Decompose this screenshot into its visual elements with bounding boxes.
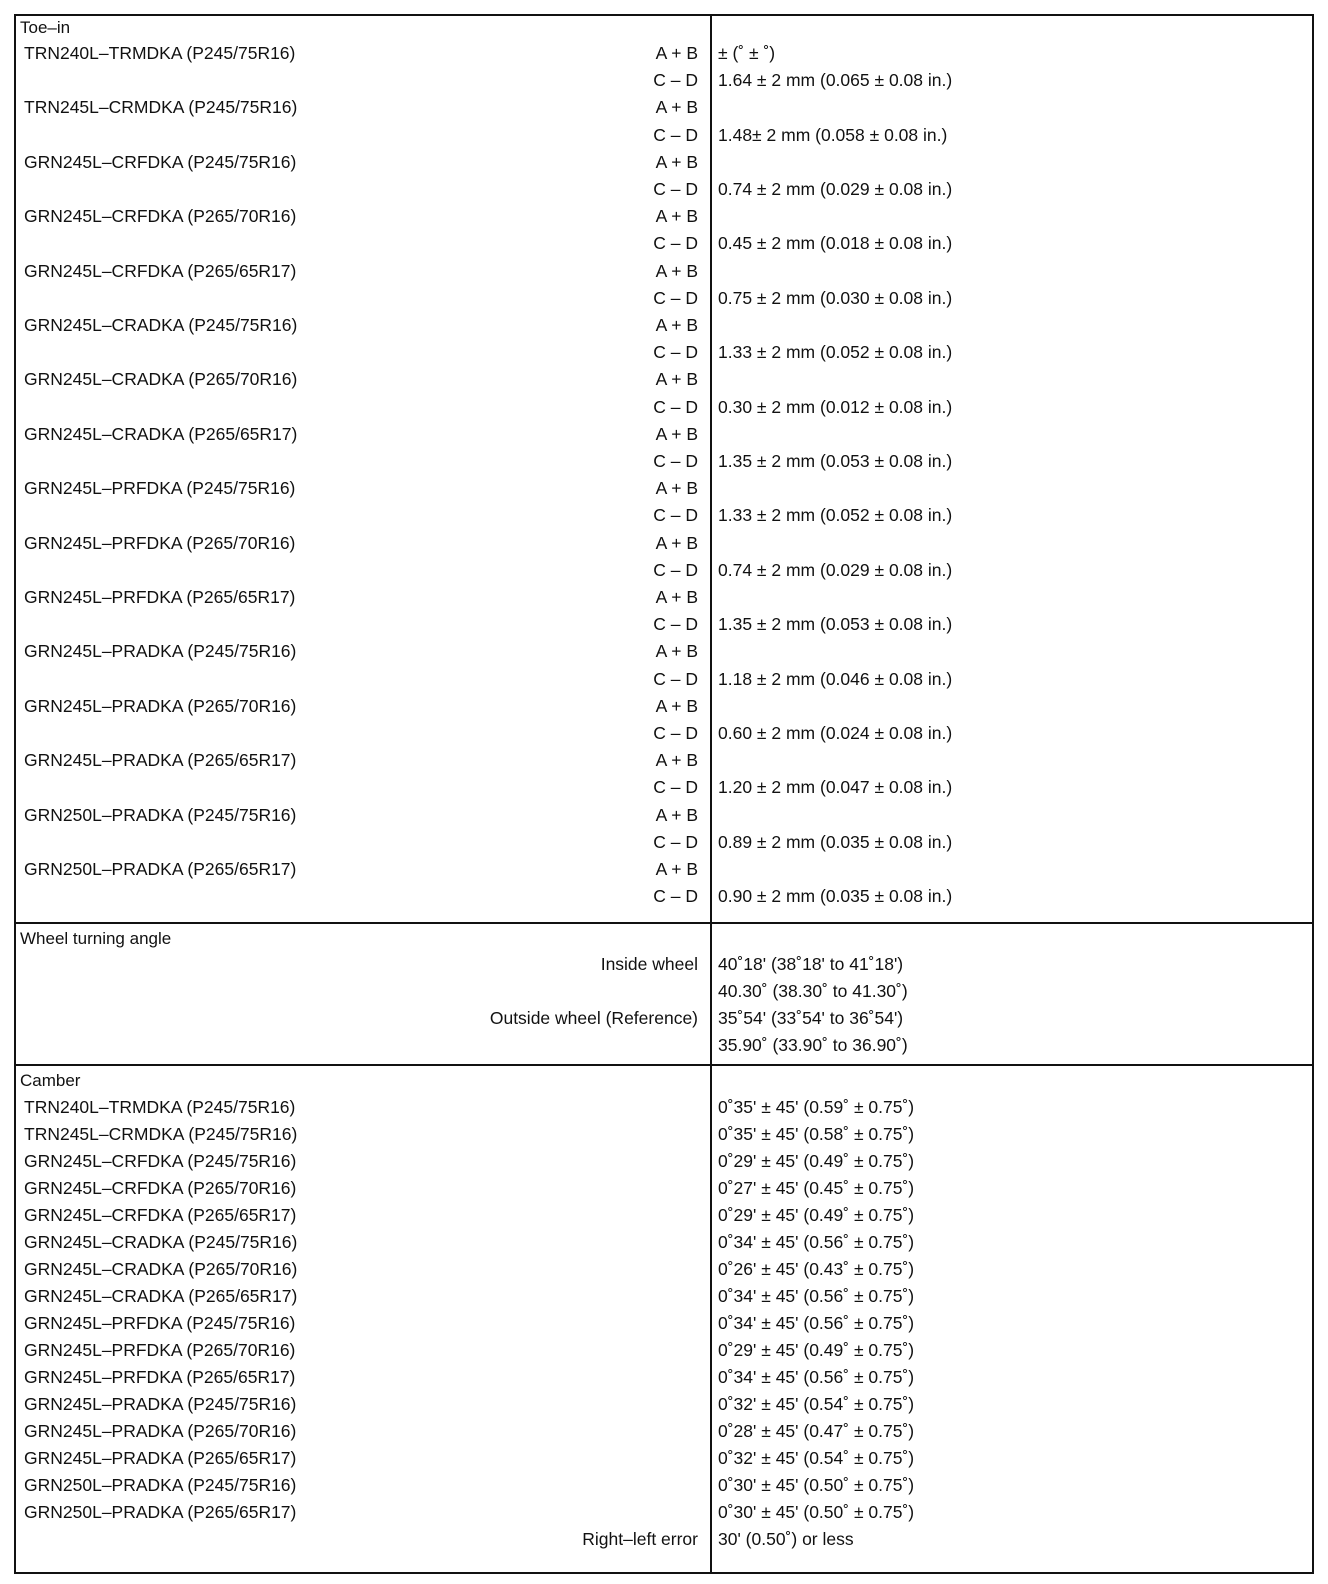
model-name: GRN245L–CRADKA (P265/70R16) [24, 1259, 298, 1279]
model-name: GRN245L–CRADKA (P265/65R17) [24, 423, 298, 444]
model-name: GRN245L–CRFDKA (P265/70R16) [24, 1178, 297, 1198]
angle-value: 35.90˚ (33.90˚ to 36.90˚) [718, 1035, 908, 1055]
toe-in-row [16, 611, 1312, 638]
camber-value: 0˚28' ± 45' (0.47˚ ± 0.75˚) [718, 1421, 915, 1441]
model-name: GRN245L–PRFDKA (P265/65R17) [24, 587, 296, 607]
toe-in-row [16, 203, 1312, 230]
toe-in-row [16, 693, 1312, 720]
toe-value: 1.35 ± 2 mm (0.053 ± 0.08 in.) [718, 614, 953, 635]
measure-label: A + B [655, 315, 698, 335]
measure-label: C – D [653, 723, 698, 743]
toe-in-row [16, 94, 1312, 121]
measure-label: A + B [655, 859, 698, 879]
toe-value: 0.74 ± 2 mm (0.029 ± 0.08 in.) [718, 559, 953, 580]
measure-label: C – D [653, 614, 698, 635]
camber-value: 0˚32' ± 45' (0.54˚ ± 0.75˚) [718, 1448, 915, 1468]
camber-value: 0˚35' ± 45' (0.59˚ ± 0.75˚) [718, 1097, 915, 1117]
model-name: TRN245L–CRMDKA (P245/75R16) [24, 97, 298, 118]
camber-section [16, 1066, 1312, 1572]
model-name: GRN245L–PRADKA (P265/65R17) [24, 1448, 297, 1468]
toe-in-row [16, 856, 1312, 883]
camber-row [16, 1364, 1312, 1391]
measure-label: A + B [655, 423, 698, 444]
measure-label: C – D [653, 777, 698, 798]
measure-label: C – D [653, 70, 698, 91]
measure-label: C – D [653, 559, 698, 580]
wheel-label: Inside wheel [600, 954, 698, 974]
right-left-error-row [16, 1526, 1312, 1553]
model-name: GRN250L–PRADKA (P265/65R17) [24, 1502, 297, 1522]
measure-label: C – D [653, 396, 698, 417]
wheel-turning-section [16, 924, 1312, 1064]
toe-value: 0.89 ± 2 mm (0.035 ± 0.08 in.) [718, 831, 953, 852]
toe-in-row [16, 802, 1312, 829]
measure-label: A + B [655, 478, 698, 499]
toe-in-section [16, 16, 1312, 922]
toe-in-row [16, 67, 1312, 94]
wheel-label: Outside wheel (Reference) [489, 1008, 698, 1028]
camber-value: 0˚34' ± 45' (0.56˚ ± 0.75˚) [718, 1286, 915, 1306]
measure-label: A + B [655, 260, 698, 281]
toe-value: 0.30 ± 2 mm (0.012 ± 0.08 in.) [718, 396, 953, 417]
toe-in-row [16, 448, 1312, 475]
error-value: 30' (0.50˚) or less [718, 1529, 854, 1549]
model-name: GRN245L–CRADKA (P265/70R16) [24, 369, 298, 390]
measure-label: C – D [653, 831, 698, 852]
toe-value: ± (˚ ± ˚) [718, 43, 776, 63]
camber-value: 0˚32' ± 45' (0.54˚ ± 0.75˚) [718, 1394, 915, 1414]
model-name: GRN250L–PRADKA (P245/75R16) [24, 804, 297, 825]
toe-in-row [16, 502, 1312, 529]
measure-label: A + B [655, 532, 698, 553]
toe-value: 0.45 ± 2 mm (0.018 ± 0.08 in.) [718, 233, 953, 254]
toe-in-row [16, 285, 1312, 312]
camber-row [16, 1202, 1312, 1229]
spec-table [14, 14, 1314, 1574]
measure-label: C – D [653, 668, 698, 689]
wheel-turning-row [16, 1005, 1312, 1032]
toe-in-row [16, 421, 1312, 448]
model-name: GRN245L–CRADKA (P245/75R16) [24, 1232, 298, 1252]
toe-in-row [16, 258, 1312, 285]
toe-in-row [16, 122, 1312, 149]
measure-label: C – D [653, 124, 698, 145]
toe-value: 0.60 ± 2 mm (0.024 ± 0.08 in.) [718, 723, 953, 743]
model-name: GRN245L–PRADKA (P245/75R16) [24, 1394, 297, 1414]
camber-row [16, 1175, 1312, 1202]
model-name: GRN245L–PRFDKA (P265/65R17) [24, 1367, 296, 1387]
toe-in-row [16, 339, 1312, 366]
toe-in-row [16, 774, 1312, 801]
model-name: GRN245L–CRFDKA (P265/65R17) [24, 1205, 297, 1225]
model-name: GRN245L–PRADKA (P265/65R17) [24, 750, 297, 771]
measure-label: C – D [653, 451, 698, 471]
model-name: GRN250L–PRADKA (P245/75R16) [24, 1475, 297, 1495]
model-name: GRN250L–PRADKA (P265/65R17) [24, 859, 297, 879]
toe-in-row [16, 557, 1312, 584]
model-name: GRN245L–PRFDKA (P245/75R16) [24, 478, 296, 499]
camber-value: 0˚34' ± 45' (0.56˚ ± 0.75˚) [718, 1232, 915, 1252]
model-name: GRN245L–CRADKA (P245/75R16) [24, 315, 298, 335]
model-name: GRN245L–PRFDKA (P245/75R16) [24, 1313, 296, 1333]
toe-in-row [16, 720, 1312, 747]
camber-value: 0˚29' ± 45' (0.49˚ ± 0.75˚) [718, 1205, 915, 1225]
measure-label: A + B [655, 750, 698, 771]
model-name: GRN245L–CRFDKA (P265/65R17) [24, 260, 297, 281]
wheel-turning-row [16, 1032, 1312, 1059]
camber-row [16, 1499, 1312, 1526]
model-name: TRN240L–TRMDKA (P245/75R16) [24, 1097, 296, 1117]
toe-in-row [16, 638, 1312, 665]
camber-value: 0˚26' ± 45' (0.43˚ ± 0.75˚) [718, 1259, 915, 1279]
model-name: GRN245L–PRFDKA (P265/70R16) [24, 1340, 296, 1360]
toe-in-row [16, 312, 1312, 339]
measure-label: A + B [655, 206, 698, 227]
angle-value: 40˚18' (38˚18' to 41˚18') [718, 954, 904, 974]
measure-label: C – D [653, 886, 698, 907]
toe-value: 1.35 ± 2 mm (0.053 ± 0.08 in.) [718, 451, 953, 471]
measure-label: C – D [653, 505, 698, 526]
camber-row [16, 1418, 1312, 1445]
toe-in-title: Toe–in [20, 18, 71, 37]
measure-label: C – D [653, 179, 698, 199]
toe-in-row [16, 530, 1312, 557]
camber-value: 0˚27' ± 45' (0.45˚ ± 0.75˚) [718, 1178, 915, 1198]
wheel-turning-row [16, 978, 1312, 1005]
model-name: TRN245L–CRMDKA (P245/75R16) [24, 1124, 298, 1144]
model-name: GRN245L–PRFDKA (P265/70R16) [24, 532, 296, 553]
measure-label: A + B [655, 369, 698, 390]
toe-value: 1.64 ± 2 mm (0.065 ± 0.08 in.) [718, 70, 953, 91]
camber-value: 0˚29' ± 45' (0.49˚ ± 0.75˚) [718, 1340, 915, 1360]
wheel-turning-title: Wheel turning angle [20, 929, 172, 948]
measure-label: A + B [655, 97, 698, 118]
model-name: GRN245L–PRADKA (P265/70R16) [24, 1421, 297, 1441]
camber-row [16, 1229, 1312, 1256]
toe-in-row [16, 584, 1312, 611]
toe-in-row [16, 883, 1312, 910]
toe-value: 1.18 ± 2 mm (0.046 ± 0.08 in.) [718, 668, 953, 689]
model-name: GRN245L–PRADKA (P245/75R16) [24, 641, 297, 662]
angle-value: 35˚54' (33˚54' to 36˚54') [718, 1008, 904, 1028]
model-name: GRN245L–PRADKA (P265/70R16) [24, 695, 297, 716]
measure-label: A + B [655, 587, 698, 607]
measure-label: C – D [653, 233, 698, 254]
camber-row [16, 1472, 1312, 1499]
measure-label: A + B [655, 641, 698, 662]
toe-in-row [16, 829, 1312, 856]
toe-in-row [16, 176, 1312, 203]
toe-in-row [16, 366, 1312, 393]
camber-value: 0˚34' ± 45' (0.56˚ ± 0.75˚) [718, 1313, 915, 1333]
camber-row [16, 1148, 1312, 1175]
toe-value: 1.48± 2 mm (0.058 ± 0.08 in.) [718, 124, 948, 145]
camber-row [16, 1256, 1312, 1283]
toe-value: 0.74 ± 2 mm (0.029 ± 0.08 in.) [718, 179, 953, 199]
toe-value: 0.90 ± 2 mm (0.035 ± 0.08 in.) [718, 886, 953, 907]
measure-label: C – D [653, 287, 698, 308]
camber-value: 0˚30' ± 45' (0.50˚ ± 0.75˚) [718, 1502, 915, 1522]
error-label: Right–left error [582, 1529, 698, 1549]
camber-value: 0˚35' ± 45' (0.58˚ ± 0.75˚) [718, 1124, 915, 1144]
toe-value: 1.33 ± 2 mm (0.052 ± 0.08 in.) [718, 505, 953, 526]
toe-in-row [16, 666, 1312, 693]
toe-in-row [16, 149, 1312, 176]
toe-in-row [16, 230, 1312, 257]
model-name: GRN245L–CRADKA (P265/65R17) [24, 1286, 298, 1306]
model-name: GRN245L–CRFDKA (P265/70R16) [24, 206, 297, 227]
wheel-turning-row [16, 951, 1312, 978]
angle-value: 40.30˚ (38.30˚ to 41.30˚) [718, 981, 908, 1001]
toe-in-row [16, 394, 1312, 421]
measure-label: A + B [655, 151, 698, 172]
camber-row [16, 1391, 1312, 1418]
measure-label: A + B [655, 695, 698, 716]
camber-row [16, 1445, 1312, 1472]
camber-row [16, 1310, 1312, 1337]
camber-value: 0˚29' ± 45' (0.49˚ ± 0.75˚) [718, 1151, 915, 1171]
toe-value: 1.20 ± 2 mm (0.047 ± 0.08 in.) [718, 777, 953, 798]
model-name: TRN240L–TRMDKA (P245/75R16) [24, 43, 296, 63]
measure-label: A + B [655, 804, 698, 825]
toe-in-row [16, 40, 1312, 67]
camber-value: 0˚34' ± 45' (0.56˚ ± 0.75˚) [718, 1367, 915, 1387]
toe-in-row [16, 475, 1312, 502]
toe-in-row [16, 747, 1312, 774]
toe-value: 1.33 ± 2 mm (0.052 ± 0.08 in.) [718, 342, 953, 363]
camber-row [16, 1337, 1312, 1364]
measure-label: A + B [655, 43, 698, 63]
toe-value: 0.75 ± 2 mm (0.030 ± 0.08 in.) [718, 287, 953, 308]
camber-value: 0˚30' ± 45' (0.50˚ ± 0.75˚) [718, 1475, 915, 1495]
camber-row [16, 1121, 1312, 1148]
camber-row [16, 1283, 1312, 1310]
model-name: GRN245L–CRFDKA (P245/75R16) [24, 1151, 297, 1171]
camber-row [16, 1094, 1312, 1121]
measure-label: C – D [653, 342, 698, 363]
model-name: GRN245L–CRFDKA (P245/75R16) [24, 151, 297, 172]
camber-title: Camber [20, 1071, 81, 1090]
